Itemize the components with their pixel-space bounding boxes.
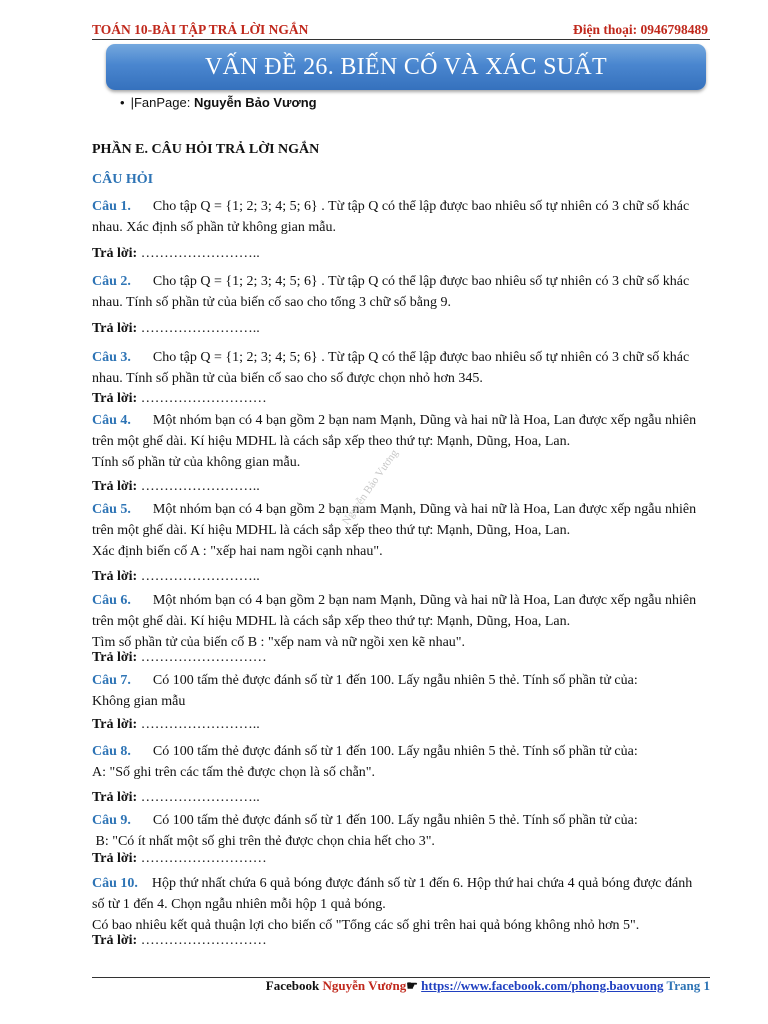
header-title-sub: -BÀI TẬP TRẢ LỜI NGẮN <box>147 22 309 37</box>
question-6 <box>92 590 712 653</box>
section-title: PHẦN E. CÂU HỎI TRẢ LỜI NGẮN <box>92 142 320 157</box>
answer-blank[interactable]: …………………….. <box>140 717 260 732</box>
question-label: Câu 1. <box>92 199 131 214</box>
header-divider <box>92 39 710 40</box>
header-title-main: TOÁN 10 <box>92 22 148 37</box>
question-text: trên một ghế dài. Kí hiệu MDHL là cách sắp xếp theo thứ tự: Mạnh, Dũng, Hoa, Lan. <box>92 523 571 538</box>
question-label: Câu 9. <box>92 813 131 828</box>
answer-label: Trả lời: <box>92 391 138 406</box>
question-text: Có 100 tấm thẻ được đánh số từ 1 đến 100. Lấy ngẫu nhiên 5 thẻ. Tính số phần tử của: <box>152 673 638 688</box>
question-text: Xác định biến cố A : "xếp hai nam ngồi cạnh nhau". <box>92 544 383 559</box>
answer-label: Trả lời: <box>92 569 138 584</box>
question-label: Câu 7. <box>92 673 131 688</box>
fanpage-line <box>120 95 317 110</box>
question-text: Một nhóm bạn có 4 bạn gồm 2 bạn nam Mạnh, Dũng và hai nữ là Hoa, Lan được xếp ngẫu nhiên <box>152 413 697 428</box>
header-phone: Điện thoại: 0946798489 <box>573 22 708 37</box>
question-text: Cho tập Q = {1; 2; 3; 4; 5; 6} . Từ tập Q có thể lập được bao nhiêu số tự nhiên có 3 chữ số khác <box>152 350 690 365</box>
topic-banner <box>106 44 706 90</box>
subsection-title: CÂU HỎI <box>92 172 154 187</box>
header-title <box>92 22 308 38</box>
answer-line <box>92 321 260 337</box>
question-label: Câu 3. <box>92 350 131 365</box>
fanpage-name[interactable]: Nguyễn Bảo Vương <box>193 95 317 110</box>
answer-line <box>92 391 267 407</box>
watermark: Nguyễn Bảo Vương <box>340 447 401 527</box>
question-label: Câu 2. <box>92 274 131 289</box>
answer-line <box>92 851 267 867</box>
answer-label: Trả lời: <box>92 933 138 948</box>
answer-blank[interactable]: …………………….. <box>140 569 260 584</box>
answer-label: Trả lời: <box>92 479 138 494</box>
question-text: Một nhóm bạn có 4 bạn gồm 2 bạn nam Mạnh, Dũng và hai nữ là Hoa, Lan được xếp ngẫu nhiên <box>152 593 697 608</box>
question-text: Tìm số phần tử của biến cố B : "xếp nam và nữ ngồi xen kẽ nhau". <box>92 635 466 650</box>
question-text: Cho tập Q = {1; 2; 3; 4; 5; 6} . Từ tập Q có thể lập được bao nhiêu số tự nhiên có 3 chữ số khác <box>152 274 690 289</box>
question-text: số từ 1 đến 4. Chọn ngẫu nhiên mỗi hộp 1 quả bóng. <box>92 897 386 912</box>
question-text: A: "Số ghi trên các tấm thẻ được chọn là số chẵn". <box>92 765 376 780</box>
question-text: nhau. Tính số phần tử của biến cố sao cho tổng 3 chữ số bằng 9. <box>92 295 452 310</box>
answer-blank[interactable]: ……………………… <box>140 650 267 665</box>
question-label: Câu 4. <box>92 413 131 428</box>
answer-blank[interactable]: …………………….. <box>140 479 260 494</box>
answer-label: Trả lời: <box>92 717 138 732</box>
question-label: Câu 10. <box>92 876 138 891</box>
question-10 <box>92 873 712 936</box>
question-text: Một nhóm bạn có 4 bạn gồm 2 bạn nam Mạnh, Dũng và hai nữ là Hoa, Lan được xếp ngẫu nhiên <box>152 502 697 517</box>
answer-line <box>92 933 267 949</box>
question-text: B: "Có ít nhất một số ghi trên thẻ được chọn chia hết cho 3". <box>92 834 435 849</box>
banner-title: VẤN ĐỀ 26. BIẾN CỐ VÀ XÁC SUẤT <box>205 53 607 80</box>
footer <box>266 978 710 994</box>
fanpage-label: |FanPage: <box>130 95 194 110</box>
question-text: Cho tập Q = {1; 2; 3; 4; 5; 6} . Từ tập Q có thể lập được bao nhiêu số tự nhiên có 3 chữ số khác <box>152 199 690 214</box>
answer-line <box>92 569 260 585</box>
footer-page-number: Trang 1 <box>663 978 710 993</box>
footer-author-name: Nguyễn Vương <box>322 978 407 993</box>
question-text: Có bao nhiêu kết quả thuận lợi cho biến cố "Tổng các số ghi trên hai quả bóng không nhỏ hơn 5". <box>92 918 640 933</box>
question-text: Có 100 tấm thẻ được đánh số từ 1 đến 100. Lấy ngẫu nhiên 5 thẻ. Tính số phần tử của: <box>152 744 638 759</box>
question-9 <box>92 810 712 852</box>
question-text: nhau. Xác định số phần tử không gian mẫu. <box>92 220 336 235</box>
pointing-hand-icon: ☛ <box>406 978 422 993</box>
bullet-icon: • <box>120 95 125 110</box>
answer-blank[interactable]: ……………………… <box>140 391 267 406</box>
answer-label: Trả lời: <box>92 790 138 805</box>
question-5 <box>92 499 712 562</box>
question-label: Câu 5. <box>92 502 131 517</box>
question-4 <box>92 410 712 473</box>
footer-facebook-link[interactable]: https://www.facebook.com/phong.baovuong <box>421 978 664 993</box>
question-text: Có 100 tấm thẻ được đánh số từ 1 đến 100. Lấy ngẫu nhiên 5 thẻ. Tính số phần tử của: <box>152 813 638 828</box>
answer-blank[interactable]: …………………….. <box>140 790 260 805</box>
question-label: Câu 8. <box>92 744 131 759</box>
question-text: trên một ghế dài. Kí hiệu MDHL là cách sắp xếp theo thứ tự: Mạnh, Dũng, Hoa, Lan. <box>92 434 571 449</box>
answer-label: Trả lời: <box>92 246 138 261</box>
answer-line <box>92 650 267 666</box>
answer-label: Trả lời: <box>92 650 138 665</box>
answer-line <box>92 717 260 733</box>
answer-blank[interactable]: …………………….. <box>140 246 260 261</box>
answer-line <box>92 246 260 262</box>
question-7 <box>92 670 712 712</box>
answer-blank[interactable]: ……………………… <box>140 851 267 866</box>
question-3 <box>92 347 712 389</box>
question-text: nhau. Tính số phần tử của biến cố sao cho số được chọn nhỏ hơn 345. <box>92 371 483 386</box>
answer-line <box>92 479 260 495</box>
answer-label: Trả lời: <box>92 321 138 336</box>
question-text: Tính số phần tử của không gian mẫu. <box>92 455 301 470</box>
question-8 <box>92 741 712 783</box>
answer-blank[interactable]: ……………………… <box>140 933 267 948</box>
question-text: Hộp thứ nhất chứa 6 quả bóng được đánh số từ 1 đến 6. Hộp thứ hai chứa 4 quả bóng được đánh <box>151 876 693 891</box>
question-2 <box>92 271 712 313</box>
footer-facebook-label: Facebook <box>265 978 323 993</box>
question-text: trên một ghế dài. Kí hiệu MDHL là cách sắp xếp theo thứ tự: Mạnh, Dũng, Hoa, Lan. <box>92 614 571 629</box>
question-1 <box>92 196 712 238</box>
answer-blank[interactable]: …………………….. <box>140 321 260 336</box>
answer-line <box>92 790 260 806</box>
question-label: Câu 6. <box>92 593 131 608</box>
question-text: Không gian mẫu <box>92 694 186 709</box>
answer-label: Trả lời: <box>92 851 138 866</box>
